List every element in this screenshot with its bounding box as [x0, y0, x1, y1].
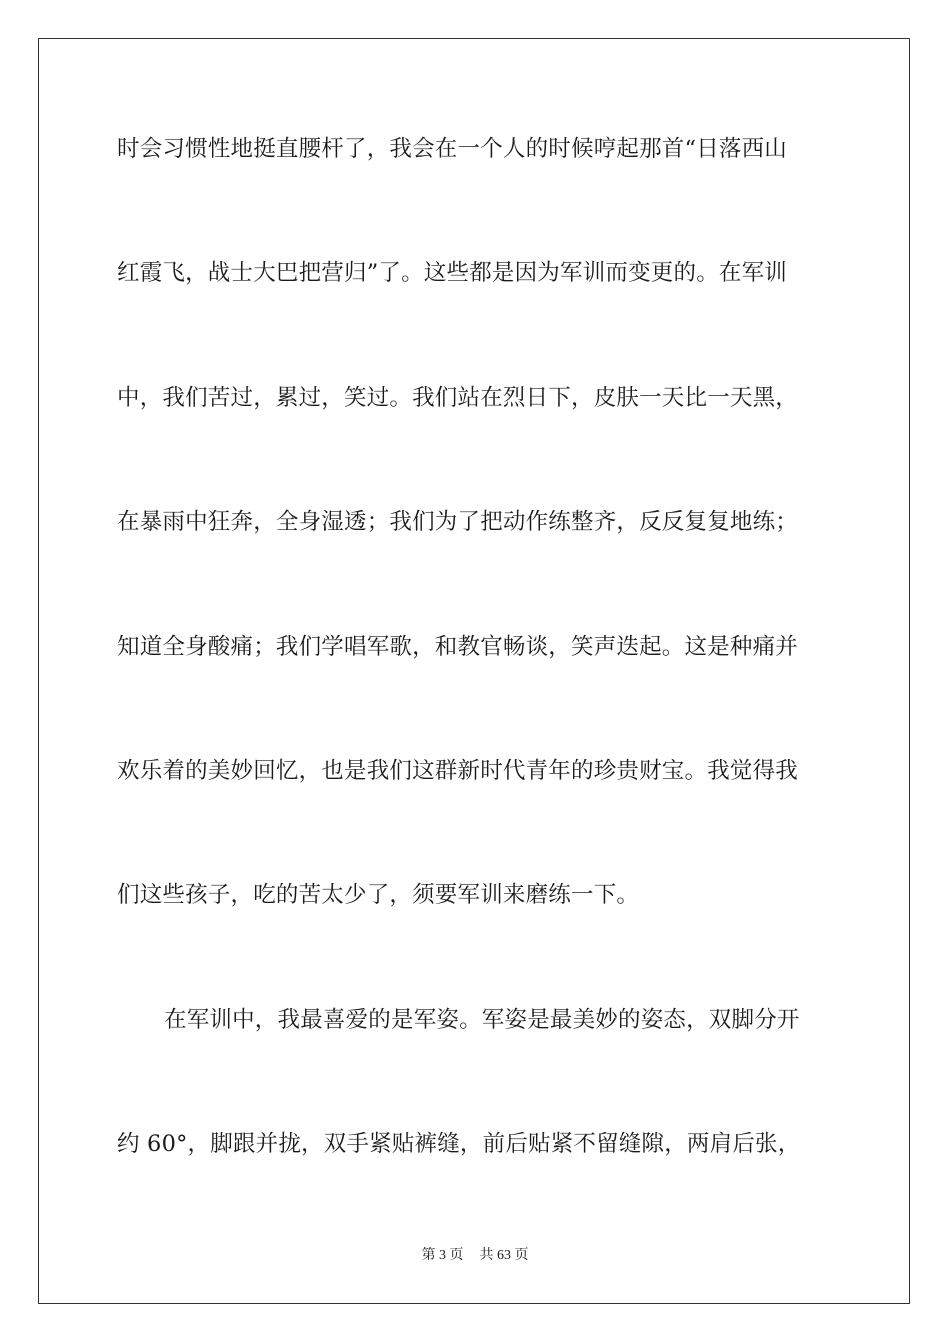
text-line: 时会习惯性地挺直腰杆了，我会在一个人的时候哼起那首“日落西山 — [117, 136, 788, 162]
text-line: 中，我们苦过，累过，笑过。我们站在烈日下，皮肤一天比一天黑， — [117, 385, 799, 411]
page-border — [38, 38, 910, 1304]
text-line: 在暴雨中狂奔，全身湿透；我们为了把动作练整齐，反反复复地练； — [117, 509, 799, 535]
text-line: 欢乐着的美妙回忆，也是我们这群新时代青年的珍贵财宝。我觉得我 — [117, 758, 799, 784]
text-line: 们这些孩子，吃的苦太少了，须要军训来磨练一下。 — [117, 882, 640, 908]
text-line-paragraph-start: 在军训中，我最喜爱的是军姿。军姿是最美妙的姿态，双脚分开 — [164, 1007, 800, 1033]
page-footer — [0, 1246, 950, 1266]
text-line: 红霞飞，战士大巴把营归”了。这些都是因为军训而变更的。在军训 — [117, 260, 788, 286]
text-line: 约 60°，脚跟并拢，双手紧贴裤缝，前后贴紧不留缝隙，两肩后张， — [117, 1131, 801, 1157]
text-line: 知道全身酸痛；我们学唱军歌，和教官畅谈，笑声迭起。这是种痛并 — [117, 634, 799, 660]
page-total: 共 63 页 — [479, 1248, 529, 1263]
page-number: 第 3 页 — [421, 1248, 464, 1263]
